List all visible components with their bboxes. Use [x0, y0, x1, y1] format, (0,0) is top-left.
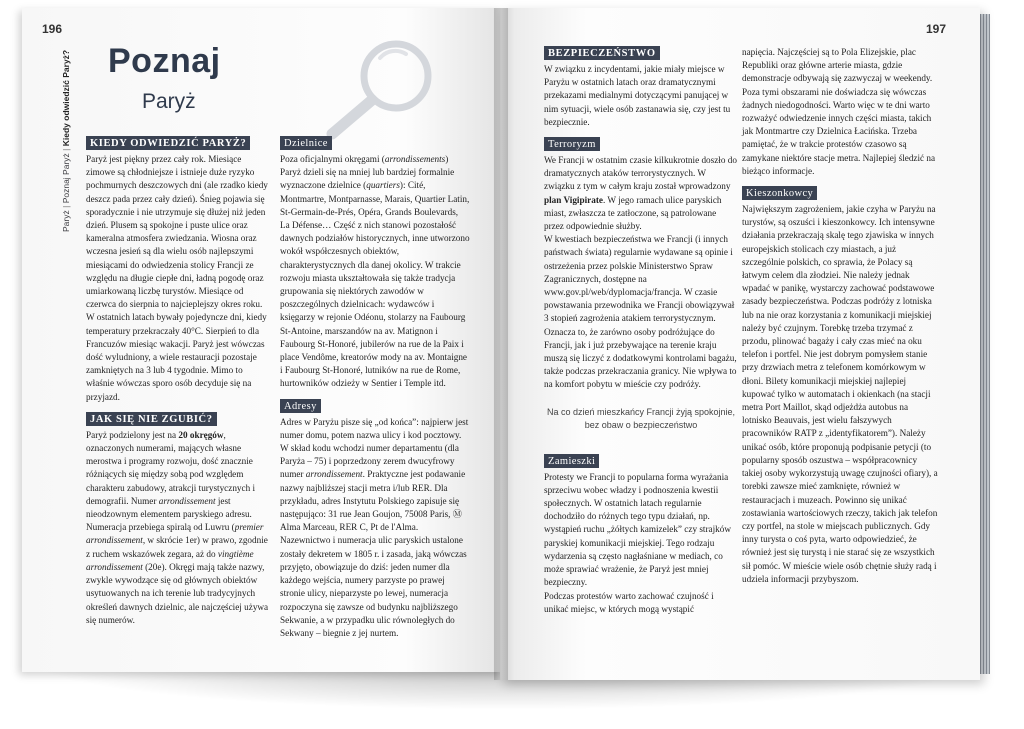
heading-zamieszki: Zamieszki	[544, 454, 599, 468]
heading-jak-sie-nie-zgubic: JAK SIĘ NIE ZGUBIĆ?	[86, 412, 217, 426]
left-page	[22, 8, 502, 672]
vt-part1: Paryż	[61, 210, 71, 232]
paragraph-dzielnice: Poza oficjalnymi okręgami (arrondissements) Paryż dzieli się na mniej lub bardziej formalnie wyznaczone dzielnice (quartiers): Cité, Montmartre, Montparnasse, Marais, Quartier Latin, St-Germain-de-Prés, Opéra, Grands Boulevards, La Défense… Część z nich stanowi pozostałość dawnych podziałów historycznych, inne utworzono wokół współczesnych obiektów, charakterystycznych dla danej okolicy. W trakcie rozwoju miasta ukształtowała się także tradycja grupowania się niektórych zawodów w poszczególnych dzielnicach: wydawców i księgarzy w rejonie Odéonu, stolarzy na Faubourg St-Antoine, marszandów na av. Matignon i Faubourg St-Honoré, jubilerów na rue de la Paix i place Vendôme, kreatorów mody na av. Montaigne i Faubourg St-Honoré, lutników na rue de Rome, hurtowników odzieży w Sentier i Temple itd.	[280, 154, 470, 389]
paragraph-kieszonkowcy: Największym zagrożeniem, jakie czyha w Paryżu na turystów, są oszuści i kieszonkowcy. Ich intensywne działania przekraczają skalę tego zjawiska w innych europejskich stolicach czy miastach, a już szczególnie polskich, co sprawia, że Polacy są łatwym celem dla złodziei. Nie należy jednak wpadać w panikę, wystarczy zachować podstawowe zasady bezpieczeństwa. Podczas podróży z lotniska lub na nie oraz korzystania z komunikacji miejskiej należy być czujnym. Torebkę trzeba trzymać z przodu, plinować bagaży i cały czas mieć na oku telefon i portfel. Nie jest dobrym pomysłem stanie przy drzwiach metra z telefonem komórkowym w dłoni. Bilety komunikacji miejskiej najlepiej kupować tylko w automatach i okienkach (na stacji metra Port Maillot, skąd odjeżdża autobus na lotnisko Beauvais, jest wielu fałszywych pracowników RATP z „identyfikatorem”). Należy unikać osób, które proponują podpisanie petycji (to popularny sposób oszustwa – współpracownicy takiej osoby wykorzystują uwagę czujności ofiary), a torebki zawsze mieć zamknięte, również w restauracjach i muzeach. Powinno się unikać zostawiania wartościowych rzeczy, takich jak telefon czy portfel, na stole w miejscach publicznych. Gdy inny turysta o coś pyta, warto odpowiedzieć, że również jest się turystą i nie starać się ze wszystkich sił pomóc. W mieście wiele osób chętnie służy radą i udziela informacji przybyszom.	[742, 204, 938, 584]
heading-kieszonkowcy: Kieszonkowcy	[742, 186, 817, 200]
left-column-1	[86, 136, 272, 627]
page-number-right: 197	[925, 22, 946, 36]
paragraph-bezpieczenstwo: W związku z incydentami, jakie miały miejsce w Paryżu w ostatnich latach oraz dramatycznymi przekazami medialnymi dotyczącymi panującej w nim sytuacji, wiele osób zastanawia się, czy jest tu bezpiecznie.	[544, 64, 731, 127]
paragraph-jak: Paryż podzielony jest na 20 okręgów, oznaczonych numerami, mających własne merostwa i programy rozwoju, dość znacznie różniących się między sobą pod względem charakteru zabudowy, atrakcji turystycznych i demografii. Numer arrondissement jest nieodzownym elementem paryskiego adresu. Numeracja przebiega spiralą od Luwru (premier arrondissement, w skrócie 1er) w prawo, zgodnie z ruchem wskazówek zegara, aż do vingtième arrondissement (20e). Okręgi mają także nazwy, zwykle wywodzące się od głównych obiektów usytuowanych na ich terenie lub tradycyjnych określeń dawnych dzielnic, ale najczęściej używa się numerów.	[86, 429, 269, 625]
paragraph-zamieszki: Protesty we Francji to popularna forma wyrażania sprzeciwu wobec władzy i podnoszenia kwestii społecznych. W ostatnich latach regularnie dochodziło do różnych tego typu działań, np. wystąpień ruchu „żółtych kamizelek” czy strajków paryskiej komunikacji miejskiej. Tego rodzaju wydarzenia są często nagłaśniane w mediach, co może sprawiać wrażenie, że Paryż jest mniej bezpieczny.	[544, 471, 731, 588]
vt-separator-2: |	[61, 148, 71, 151]
paragraph-kiedy: Paryż jest piękny przez cały rok. Miesiące zimowe są chłodniejsze i istnieje duże ryzyko pochmurnych deszczowych dni (ale rzadko kiedy deszcz pada przez cały dzień). Śnieg pojawia się sporadycznie i nie utrzymuje się dłużej niż jeden dzień. Plusem są spokojne i puste ulice oraz kameralna atmosfera zwiedzania. Wiosna oraz wczesna jesień są dla wielu osób najlepszymi miesiącami do odwiedzenia stolicy Francji ze względu na długie ciepłe dni, ładną pogodę oraz umiarkowaną liczbę turystów. Miesiące od czerwca do sierpnia to najcieplejszy okres roku. W ostatnich latach bywały pojedyncze dni, kiedy temperatury przekraczały 40°C. Sierpień to dla Francuzów miesiąc wakacji. Paryż jest wówczas dość wyludniony, a wiele restauracji pozostaje zamkniętych na 3 lub 4 tygodnie. Mimo to właśnie wówczas sporo osób decyduje się na przyjazd.	[86, 154, 268, 402]
magnifier-icon	[318, 30, 448, 140]
page-number-left: 196	[42, 22, 63, 36]
vertical-section-tab	[48, 49, 71, 252]
paragraph-napiecia: napięcia. Najczęściej są to Pola Elizejskie, plac Republiki oraz główne arterie miasta, gdzie demonstracje odbywają się zazwyczaj w weekendy. Poza tymi obszarami nie doświadcza się wówczas żadnych niedogodności. Warto więc w te dni warto rozważyć odwiedzenie innych części miasta, takich jak Montmartre czy Dzielnica Łacińska. Trzeba pamiętać, że w trakcie protestów czasowo są zamykane niektóre stacje metra. Najlepiej śledzić na bieżąco informacje.	[742, 47, 936, 176]
heading-dzielnice: Dzielnice	[280, 136, 332, 150]
right-column-2	[742, 46, 938, 586]
paragraph-msz: W kwestiach bezpieczeństwa we Francji (i innych państwach świata) regularnie wydawane są opinie i ostrzeżenia przez polskie Ministerstwo Spraw Zagranicznych, dostępne na www.gov.pl/web/dyplomacja/francja. W czasie powstawania przewodnika we Francji obowiązywał 3 stopień zagrożenia atakiem terrorystycznym. Oznacza to, że zarówno osoby podróżujące do Francji, jak i już przebywające na terenie kraju muszą się liczyć z dodatkowymi kontrolami bagażu, także podczas przekraczania granicy. Nie wpływa to na komfort pobytu w mieście czy podróży.	[544, 234, 737, 390]
right-column-1	[544, 46, 738, 616]
heading-terroryzm: Terroryzm	[544, 137, 600, 151]
right-page	[500, 8, 980, 680]
heading-adresy: Adresy	[280, 399, 321, 413]
vt-part3: Kiedy odwiedzić Paryż?	[61, 49, 71, 147]
heading-bezpieczenstwo: BEZPIECZEŃSTWO	[544, 46, 660, 60]
left-column-2	[280, 136, 470, 640]
chapter-title: Poznaj	[108, 42, 221, 80]
pull-quote: Na co dzień mieszkańcy Francji żyją spokojnie, bez obaw o bezpieczeństwo	[546, 406, 736, 430]
chapter-subtitle: Paryż	[142, 90, 196, 113]
vt-part2: Poznaj Paryż	[61, 153, 71, 204]
vt-separator: |	[61, 205, 71, 208]
heading-kiedy-odwiedzic: KIEDY ODWIEDZIĆ PARYŻ?	[86, 136, 250, 150]
paragraph-protesty: Podczas protestów warto zachować czujność i unikać miejsc, w których mogą wystąpić	[544, 590, 714, 614]
paragraph-adresy: Adres w Paryżu pisze się „od końca”: najpierw jest numer domu, potem nazwa ulicy i kod pocztowy. W skład kodu wchodzi numer departamentu (dla Paryża – 75) i poprzedzony zerem dwucyfrowy numer arrondissement. Praktyczne jest podawanie nazwy najbliższej stacji metra i/lub RER. Dla przykładu, adres Instytutu Polskiego zapisuje się następująco: 31 rue Jean Goujon, 75008 Paris, Ⓜ Alma Marceau, RER C, Pt de l'Alma. Nazewnictwo i numeracja ulic paryskich ustalone zostały dekretem w 1805 r. i zasada, jaką wówczas przyjęto, obowiązuje do dziś: jeden numer dla każdego wejścia, numery parzyste po prawej stronie ulicy, nieparzyste po lewej, numeracja rozpoczyna się zawsze od budynku najbliższego Sekwanie, a w przypadku ulic równoległych do Sekwany – biegnie z jej nurtem.	[280, 416, 469, 638]
book-gutter	[494, 8, 508, 680]
paragraph-terroryzm: We Francji w ostatnim czasie kilkukrotnie doszło do dramatycznych ataków terrorystycznych. W związku z tym w całym kraju został wprowadzony plan Vigipirate. W jego ramach ulice paryskich miast, zwłaszcza te zatłoczone, są patrolowane przez odpowiednie służby.	[544, 155, 737, 232]
